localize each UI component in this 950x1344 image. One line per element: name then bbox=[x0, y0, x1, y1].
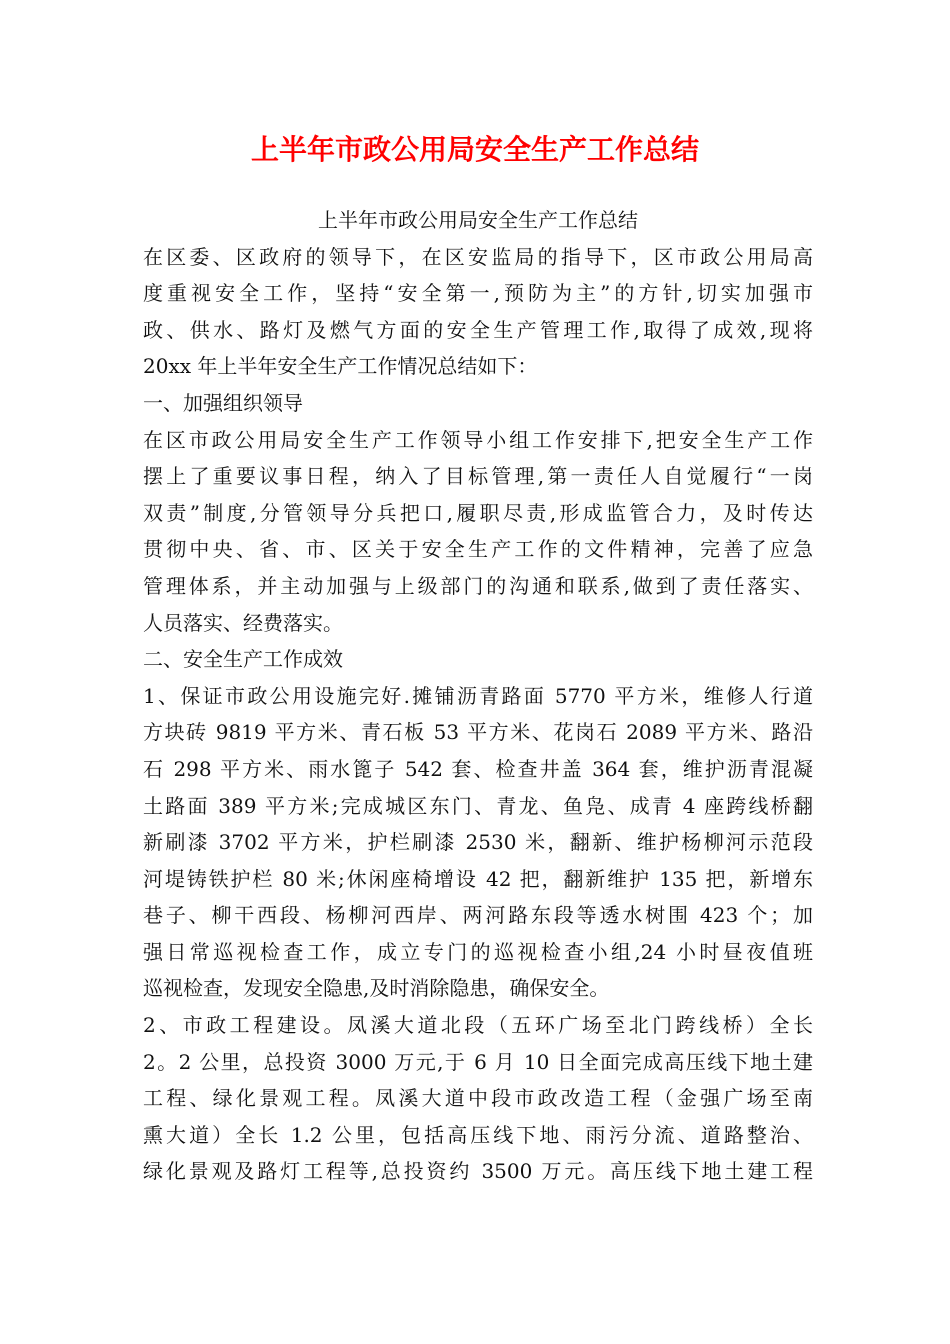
document-title: 上半年市政公用局安全生产工作总结 bbox=[250, 133, 699, 166]
section-heading: 二、安全生产工作成效 bbox=[143, 647, 343, 672]
paragraph-line: 政、供水、路灯及燃气方面的安全生产管理工作,取得了成效,现将 bbox=[143, 317, 813, 342]
paragraph-line: 20xx 年上半年安全生产工作情况总结如下： bbox=[143, 354, 538, 379]
paragraph-line: 1、保证市政公用设施完好.摊铺沥青路面 5770 平方米，维修人行道 bbox=[143, 683, 813, 708]
paragraph-line: 巡视检查，发现安全隐患,及时消除隐患，确保安全。 bbox=[143, 976, 610, 1001]
paragraph-line: 强日常巡视检查工作，成立专门的巡视检查小组,24 小时昼夜值班 bbox=[143, 939, 813, 964]
paragraph-line: 2。2 公里，总投资 3000 万元,于 6 月 10 日全面完成高压线下地土建 bbox=[143, 1049, 813, 1074]
paragraph-line: 石 298 平方米、雨水篦子 542 套、检查井盖 364 套，维护沥青混凝 bbox=[143, 756, 813, 781]
paragraph-line: 管理体系，并主动加强与上级部门的沟通和联系,做到了责任落实、 bbox=[143, 573, 813, 598]
paragraph-line: 2、市政工程建设。凤溪大道北段（五环广场至北门跨线桥）全长 bbox=[143, 1013, 813, 1038]
paragraph-line: 方块砖 9819 平方米、青石板 53 平方米、花岗石 2089 平方米、路沿 bbox=[143, 720, 813, 745]
paragraph-line: 度重视安全工作，坚持“安全第一,预防为主”的方针,切实加强市 bbox=[143, 281, 813, 306]
paragraph-line: 新刷漆 3702 平方米，护栏刷漆 2530 米，翻新、维护杨柳河示范段 bbox=[143, 830, 813, 855]
paragraph-line: 双责”制度,分管领导分兵把口,履职尽责,形成监管合力，及时传达 bbox=[143, 500, 813, 525]
paragraph-line: 工程、绿化景观工程。凤溪大道中段市政改造工程（金强广场至南 bbox=[143, 1086, 813, 1111]
paragraph-line: 土路面 389 平方米;完成城区东门、青龙、鱼凫、成青 4 座跨线桥翻 bbox=[143, 793, 813, 818]
paragraph-line: 巷子、柳干西段、杨柳河西岸、两河路东段等透水树围 423 个；加 bbox=[143, 903, 813, 928]
paragraph-line: 河堤铸铁护栏 80 米;休闲座椅增设 42 把，翻新维护 135 把，新增东 bbox=[143, 866, 813, 891]
document-body bbox=[143, 202, 813, 1190]
paragraph-line: 熏大道）全长 1.2 公里，包括高压线下地、雨污分流、道路整治、 bbox=[143, 1122, 813, 1147]
paragraph-line: 绿化景观及路灯工程等,总投资约 3500 万元。高压线下地土建工程 bbox=[143, 1159, 813, 1184]
paragraph-line: 在区市政公用局安全生产工作领导小组工作安排下,把安全生产工作 bbox=[143, 427, 813, 452]
paragraph-line: 人员落实、经费落实。 bbox=[143, 610, 343, 635]
paragraph-line: 在区委、区政府的领导下，在区安监局的指导下，区市政公用局高 bbox=[143, 244, 813, 269]
paragraph-line: 摆上了重要议事日程，纳入了目标管理,第一责任人自觉履行“一岗 bbox=[143, 464, 813, 489]
document-subtitle: 上半年市政公用局安全生产工作总结 bbox=[318, 208, 638, 232]
section-heading: 一、加强组织领导 bbox=[143, 390, 303, 415]
paragraph-line: 贯彻中央、省、市、区关于安全生产工作的文件精神，完善了应急 bbox=[143, 537, 813, 562]
